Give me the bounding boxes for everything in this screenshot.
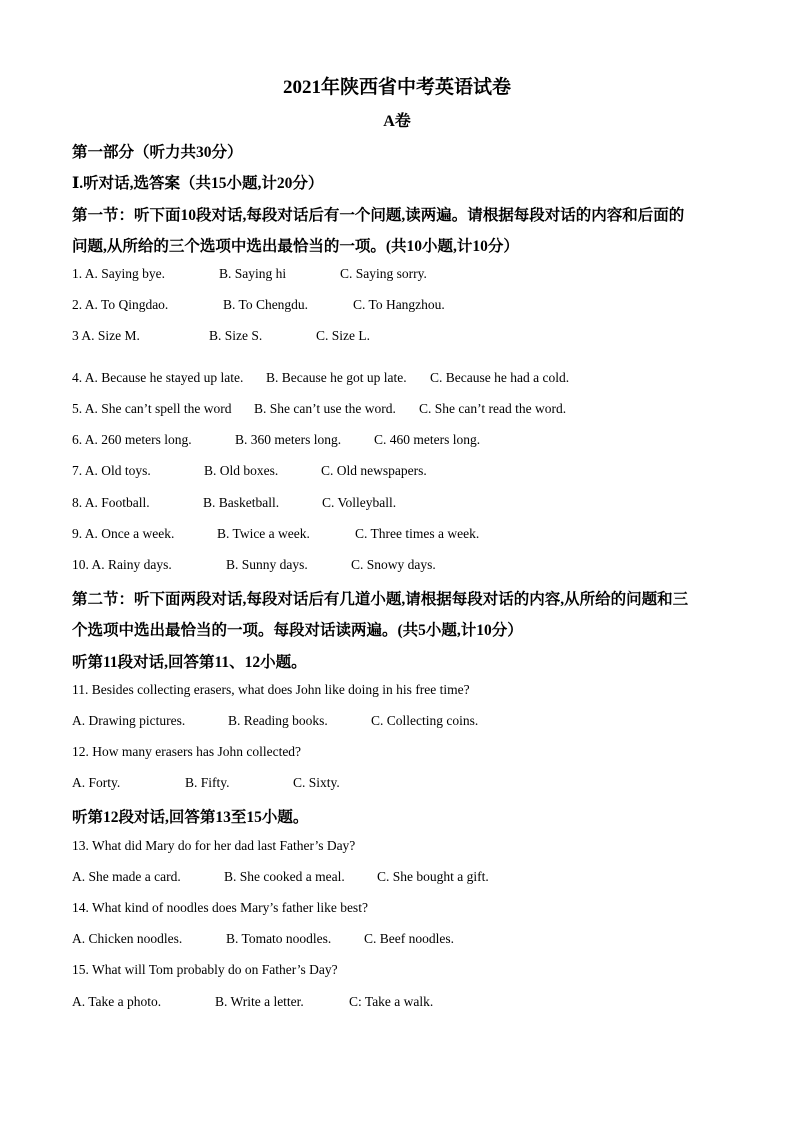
question-13-stem: 13. What did Mary do for her dad last Father’s Day?	[72, 838, 356, 853]
option-c: C. To Hangzhou.	[353, 297, 445, 312]
option-c: C. Size L.	[316, 328, 370, 343]
question-10-options	[72, 557, 436, 573]
question-12-options	[72, 775, 340, 791]
option-b: B. Old boxes.	[204, 463, 279, 478]
option-b: B. She can’t use the word.	[254, 401, 396, 416]
option-c: C. She bought a gift.	[377, 869, 489, 884]
section-2-instructions-line-2: 个选项中选出最恰当的一项。每段对话读两遍。(共5小题,计10分）	[72, 622, 523, 639]
option-c: C. Beef noodles.	[364, 931, 454, 946]
option-b: B. Basketball.	[203, 495, 280, 510]
option-a: 9. A. Once a week.	[72, 526, 175, 541]
option-b: B. Sunny days.	[226, 557, 308, 572]
option-c: C: Take a walk.	[349, 994, 434, 1009]
option-b: B. Fifty.	[185, 775, 230, 790]
option-a: A. Forty.	[72, 775, 121, 790]
question-6-options	[72, 432, 480, 448]
option-a: 2. A. To Qingdao.	[72, 297, 169, 312]
page-subtitle: A卷	[383, 113, 411, 130]
question-5-options	[72, 401, 566, 417]
option-b: B. Because he got up late.	[266, 370, 407, 385]
option-c: C. Saying sorry.	[340, 266, 427, 281]
option-a: 4. A. Because he stayed up late.	[72, 370, 244, 385]
option-b: B. To Chengdu.	[223, 297, 309, 312]
page-title: 2021年陕西省中考英语试卷	[282, 77, 511, 98]
option-c: C. Sixty.	[293, 775, 340, 790]
section-2-instructions-line-1: 第二节：听下面两段对话,每段对话后有几道小题,请根据每段对话的内容,从所给的问题和三	[72, 591, 689, 608]
question-8-options	[72, 495, 396, 511]
question-3-options	[72, 328, 370, 344]
option-b: B. Saying hi	[219, 266, 287, 281]
option-b: B. Twice a week.	[217, 526, 310, 541]
option-a: 7. A. Old toys.	[72, 463, 151, 478]
section-1-instructions-line-1: 第一节：听下面10段对话,每段对话后有一个问题,读两遍。请根据每段对话的内容和后面的	[72, 207, 685, 224]
question-4-options	[72, 370, 569, 386]
option-b: B. Write a letter.	[215, 994, 304, 1009]
option-b: B. Reading books.	[228, 713, 328, 728]
option-c: C. Collecting coins.	[371, 713, 479, 728]
option-a: 6. A. 260 meters long.	[72, 432, 192, 447]
option-c: C. Old newspapers.	[321, 463, 427, 478]
option-a: A. She made a card.	[72, 869, 181, 884]
question-11-stem: 11. Besides collecting erasers, what does John like doing in his free time?	[72, 682, 470, 697]
question-15-options	[72, 994, 433, 1010]
dialog-12-heading: 听第12段对话,回答第13至15小题。	[72, 809, 309, 826]
option-c: C. Three times a week.	[355, 526, 480, 541]
question-13-options	[72, 869, 489, 885]
option-b: B. Size S.	[209, 328, 263, 343]
question-15-stem: 15. What will Tom probably do on Father’s Day?	[72, 962, 338, 977]
question-7-options	[72, 463, 427, 479]
option-c: C. Snowy days.	[351, 557, 436, 572]
section-1-instructions-line-2: 问题,从所给的三个选项中选出最恰当的一项。(共10小题,计10分）	[72, 238, 519, 255]
question-14-stem: 14. What kind of noodles does Mary’s father like best?	[72, 900, 368, 915]
option-a: 3 A. Size M.	[72, 328, 140, 343]
question-1-options	[72, 266, 427, 282]
section-heading: Ⅰ.听对话,选答案（共15小题,计20分）	[72, 175, 324, 192]
question-12-stem: 12. How many erasers has John collected?	[72, 744, 302, 759]
option-a: A. Take a photo.	[72, 994, 162, 1009]
option-b: B. She cooked a meal.	[224, 869, 345, 884]
part-heading: 第一部分（听力共30分）	[72, 144, 243, 161]
option-a: 1. A. Saying bye.	[72, 266, 165, 281]
option-a: 5. A. She can’t spell the word	[72, 401, 232, 416]
question-14-options	[72, 931, 454, 947]
option-a: A. Drawing pictures.	[72, 713, 186, 728]
option-a: A. Chicken noodles.	[72, 931, 183, 946]
dialog-11-heading: 听第11段对话,回答第11、12小题。	[72, 654, 307, 671]
question-11-options	[72, 713, 478, 729]
question-2-options	[72, 297, 445, 313]
question-9-options	[72, 526, 479, 542]
option-a: 10. A. Rainy days.	[72, 557, 172, 572]
option-c: C. Volleyball.	[322, 495, 397, 510]
option-b: B. 360 meters long.	[235, 432, 342, 447]
option-c: C. She can’t read the word.	[419, 401, 567, 416]
option-c: C. 460 meters long.	[374, 432, 481, 447]
option-b: B. Tomato noodles.	[226, 931, 332, 946]
option-c: C. Because he had a cold.	[430, 370, 570, 385]
option-a: 8. A. Football.	[72, 495, 150, 510]
